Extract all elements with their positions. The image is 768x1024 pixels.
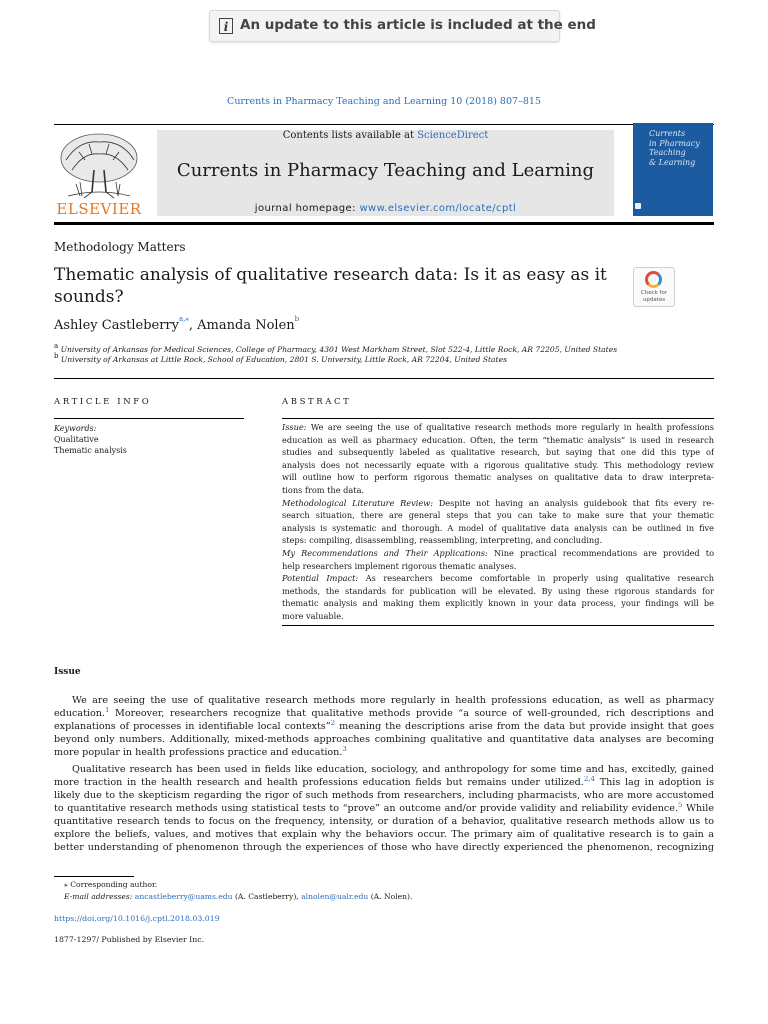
affiliation [54,342,618,354]
abstract-text: will outline how to perform rigorous thematic analyses on qualitative data to draw interpreta- [282,472,714,483]
author-affiliation-marker[interactable]: b [294,315,300,323]
email-owner: (A. Nolen). [368,892,413,901]
update-notice-banner[interactable] [209,10,596,42]
affiliation-text: University of Arkansas at Little Rock, School of Education, 2801 S. University, Little Rock, AR 72204, United States [60,355,507,364]
issn-publisher-line: 1877-1297/ Published by Elsevier Inc. [54,935,205,944]
body-text-run: more traction in the health research and health professions education fields but remains under utilized. [54,777,584,788]
corresponding-text: Corresponding author. [67,880,158,889]
body-line [54,776,714,789]
keywords-label: Keywords: [54,424,97,433]
body-text-run: to quantitative research methods using statistical tests to “prove” an outcome and/or provide validity and reliability evidence. [54,803,679,814]
body-text-run: Moreover, researchers recognize that qualitative methods provide “a source of well-grounded, rich descriptions and [109,708,714,719]
body-text-run: This lag in adoption is [594,777,714,788]
abstract-subheading: Issue: [282,422,307,432]
cover-title-line: & Learning [649,157,696,167]
corresponding-marker: ⁎ [64,880,68,889]
abstract-line [282,597,714,610]
article-info-heading: ARTICLE INFO [54,397,152,407]
body-line [54,707,714,720]
abstract-line [282,459,714,472]
citation-reference[interactable]: 5 [678,802,683,809]
author-name[interactable]: Amanda Nolen [197,318,295,333]
abstract-text: search situation, there are general steps that you can take to make sure that your thematic [282,510,714,521]
article-info-rule [54,418,244,419]
homepage-link[interactable]: www.elsevier.com/locate/cptl [359,203,517,214]
body-line [54,841,714,854]
body-text-run: While [682,803,714,814]
citation-reference[interactable]: 2 [330,720,336,727]
abstract-line [282,434,714,447]
abstract-line [282,509,714,522]
article-title [54,264,624,308]
update-notice-text: An update to this article is included at the end [240,17,596,33]
body-line [54,763,714,776]
check-updates-label [634,290,674,303]
journal-citation[interactable]: Currents in Pharmacy Teaching and Learning 10 (2018) 807–815 [227,96,541,107]
masthead-top-rule [54,124,714,125]
abstract-text: Nine practical recommendations are provided to [487,548,714,558]
body-text-run: Qualitative research has been used in fields like education, sociology, and anthropology for some time and has, excitedly, gained [72,764,714,775]
body-line [54,746,714,759]
cover-title-line: Currents [649,129,686,138]
section-heading-issue: Issue [54,667,81,677]
abstract-line [282,421,714,434]
abstract-heading: ABSTRACT [282,397,352,407]
homepage-prefix: journal homepage: [254,203,360,214]
footnote-rule [54,876,134,877]
affiliation-marker: b [54,352,59,360]
email-owner: (A. Castleberry), [232,892,302,901]
abstract-subheading: My Recommendations and Their Applications: [282,548,488,558]
citation-reference[interactable]: 3 [342,746,347,753]
abstract-bottom-rule [282,625,714,626]
journal-cover-image [633,123,713,216]
body-line [54,828,714,841]
author-separator: , [188,318,198,333]
author-list [54,315,300,333]
body-line [54,694,714,707]
check-for-updates-button[interactable] [633,267,675,307]
citation-reference[interactable]: 1 [105,707,110,714]
body-text-run: better understanding of phenomenon through the experiences of those who have directly experienced the phenomenon, recognizing [54,842,714,853]
abstract-rule [282,418,714,419]
check-updates-label-line: Check for [640,290,668,296]
info-icon: i [219,18,233,34]
abstract-line [282,446,714,459]
article-info-top-rule [54,378,714,379]
abstract-line [282,610,714,623]
abstract-text: analysis does not necessarily equate with a rigorous qualitative study. This methodology review [282,459,714,470]
abstract-line [282,547,714,560]
affiliation-marker: a [54,342,59,350]
email-note [64,892,412,901]
abstract-text: tions from the data. [282,485,365,495]
body-text-run: explore the beliefs, values, and motives that explain why the behaviors occur. The primary aim of qualitative research is to gain a [54,829,714,840]
abstract-text: education as well as pharmacy education. Often, the term “thematic analysis” is used in research [282,434,714,445]
section-label: Methodology Matters [54,240,186,254]
article-title-line: Thematic analysis of qualitative research data: Is it as easy as it [54,265,607,285]
author-name[interactable]: Ashley Castleberry [54,318,179,333]
corresponding-author-note [54,880,157,889]
abstract-line [282,484,714,497]
abstract-text: analysis is systematic and thorough. A model of qualitative data analysis can be outlined in five [282,522,714,533]
author-affiliation-marker[interactable]: a,⁎ [179,315,189,323]
cover-title-line: in Pharmacy [649,138,700,148]
abstract-line [282,497,714,510]
email-link[interactable]: ancastleberry@uams.edu [134,892,233,901]
email-label: E-mail addresses: [64,892,133,901]
body-line [54,789,714,802]
affiliation-text: University of Arkansas for Medical Sciences, College of Pharmacy, 4301 West Markham Street, Slot 522-4, Little Rock, AR 72205, United States [60,345,618,354]
body-text-run: explanations of processes in identifiable local contexts” [54,721,331,732]
abstract-line [282,471,714,484]
cover-logo-mark [635,203,641,209]
email-link[interactable]: alnolen@ualr.edu [301,892,369,901]
abstract-text: more valuable. [282,611,344,621]
body-text-run: likely due to the skepticism regarding the rigor of such methods from researchers, including pharmacists, who are more accustomed [54,790,714,801]
body-line [54,802,714,815]
abstract-text: Despite not having an analysis guidebook that fits every re- [433,497,714,508]
body-text-run: We are seeing the use of qualitative research methods more regularly in health professions education, as well as pharmacy [72,695,714,706]
abstract-text: We are seeing the use of qualitative research methods more regularly in health professions [306,422,714,432]
cover-title [649,129,709,167]
check-updates-label-line: updates [642,296,666,303]
body-text-run: education. [54,708,106,719]
abstract-text: steps: compiling, disassembling, reassembling, interpreting, and concluding. [282,535,603,546]
body-line [54,733,714,746]
publisher-wordmark: ELSEVIER [56,200,142,218]
journal-homepage [157,203,614,214]
body-text-run: quantitative research tends to focus on the frequency, intensity, or duration of a behavior, qualitative research methods allow us to [54,816,714,827]
body-text-run: beyond only numbers. Additionally, mixed-methods approaches combining qualitative and quantitative data analyses are becoming [54,734,714,745]
abstract-text: help researchers implement rigorous thematic analyses. [282,560,517,571]
sciencedirect-link[interactable]: ScienceDirect [417,130,489,141]
abstract-line [282,585,714,598]
doi-link[interactable]: https://doi.org/10.1016/j.cptl.2018.03.019 [54,914,220,923]
body-text-run: more popular in health professions practice and education. [54,747,343,758]
abstract-text: methods, the standards for publication will be elevated. By using these rigorous standards for [282,585,714,596]
affiliation [54,352,507,364]
contents-availability [157,130,614,141]
abstract-subheading: Potential Impact: [282,573,359,584]
abstract-text: studies and subsequently labeled as qualitative research, but saying that one did this type of [282,447,714,458]
citation-reference[interactable]: 2,4 [583,776,595,783]
keyword: Thematic analysis [54,446,127,455]
contents-prefix: Contents lists available at [282,130,418,141]
check-updates-icon [645,271,662,288]
abstract-line [282,572,714,585]
article-title-line: sounds? [54,287,124,307]
body-text-run: meaning the descriptions arise from the data but provide insight that goes [335,721,714,732]
abstract-line [282,522,714,535]
abstract-text: thematic analysis and making them explicitly known in your data process, your findings will be [282,598,714,609]
masthead-bottom-rule [54,222,714,225]
keyword: Qualitative [54,435,99,444]
abstract-line [282,534,714,547]
journal-title: Currents in Pharmacy Teaching and Learning [176,160,595,181]
abstract-subheading: Methodological Literature Review: [282,497,433,508]
body-line [54,720,714,733]
abstract-text: As researchers become comfortable in properly using qualitative research [358,573,714,584]
body-line [54,815,714,828]
cover-title-line: Teaching [649,148,686,157]
abstract-line [282,560,714,573]
